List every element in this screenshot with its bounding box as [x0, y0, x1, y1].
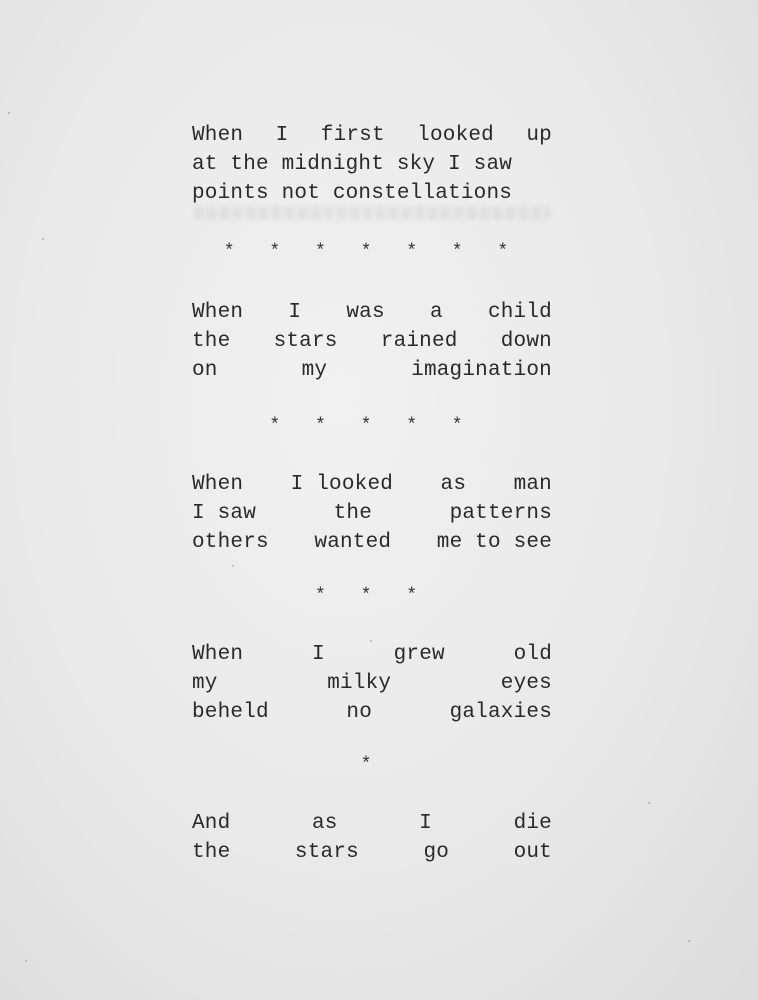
poem-word: die — [513, 812, 552, 835]
poem-word: patterns — [449, 502, 552, 525]
poem-word: others — [192, 531, 269, 554]
separator-3: * * * — [314, 586, 429, 606]
poem-word: me to see — [436, 531, 552, 554]
poem-line — [192, 528, 552, 557]
poem-word: man — [513, 473, 552, 496]
poem-line — [192, 327, 552, 356]
poem-word: out — [513, 841, 552, 864]
poem-line — [192, 179, 552, 208]
poem-line — [192, 698, 552, 727]
poem-line — [192, 499, 552, 528]
paper-speck — [688, 940, 690, 942]
poem-word: go — [423, 841, 450, 864]
poem-word: the — [192, 330, 231, 353]
poem-word: I — [288, 301, 302, 324]
paper-speck — [8, 112, 10, 114]
poem-word: I looked — [290, 473, 394, 496]
poem-word: was — [346, 301, 385, 324]
poem-word: stars — [273, 330, 338, 353]
stanza-5 — [192, 809, 552, 867]
poem-line — [192, 150, 552, 179]
poem-word: stars — [294, 841, 359, 864]
poem-line — [192, 121, 552, 150]
poem-word: looked — [417, 124, 494, 147]
paper-speck — [370, 640, 372, 642]
poem-word: points not constellations — [192, 182, 513, 205]
poem-word: rained — [380, 330, 458, 353]
poem-line — [192, 470, 552, 499]
poem-word: milky — [327, 672, 392, 695]
poem-line — [192, 809, 552, 838]
poem-word: galaxies — [449, 701, 552, 724]
poem-word: child — [487, 301, 552, 324]
poem-word: up — [526, 124, 552, 147]
poem-word: down — [500, 330, 552, 353]
poem-word: beheld — [192, 701, 269, 724]
paper-speck — [42, 238, 44, 240]
poem-word: a — [429, 301, 443, 324]
poem-word: I — [312, 643, 325, 666]
separator-1: * * * * * * * — [223, 242, 521, 262]
poem-word: the — [333, 502, 372, 525]
poem-word: I — [275, 124, 289, 147]
stanza-2 — [192, 298, 552, 385]
paper-speck — [232, 565, 234, 567]
stanza-3 — [192, 470, 552, 557]
poem-word: I — [419, 812, 432, 835]
poem-word: at the midnight sky I saw — [192, 153, 513, 176]
poem-word: old — [513, 643, 552, 666]
separator-4: * — [360, 755, 384, 775]
poem-word: grew — [393, 643, 445, 666]
poem-word: my — [192, 672, 218, 695]
stanza-4 — [192, 640, 552, 727]
stanza-1 — [192, 121, 552, 208]
poem-word: wanted — [314, 531, 392, 554]
poem-word: When — [192, 643, 244, 666]
poem-word: And — [192, 812, 231, 835]
poem-word: When — [192, 124, 244, 147]
poem-word: on — [192, 359, 218, 382]
faded-ink-smudge — [194, 206, 550, 220]
poem-word: the — [192, 841, 231, 864]
poem-word: When — [192, 473, 244, 496]
poem-line — [192, 669, 552, 698]
poem-word: When — [192, 301, 244, 324]
poem-word: I saw — [192, 502, 257, 525]
poem-line — [192, 640, 552, 669]
poem-line — [192, 298, 552, 327]
separator-2: * * * * * — [269, 416, 475, 436]
poem-word: first — [320, 124, 385, 147]
poem-line — [192, 356, 552, 385]
poem-word: eyes — [500, 672, 552, 695]
paper-speck — [25, 960, 27, 962]
poem-word: my — [301, 359, 328, 382]
paper-speck — [648, 802, 650, 804]
poem-word: no — [346, 701, 372, 724]
poem-word: as — [440, 473, 467, 496]
poem-word: imagination — [411, 359, 552, 382]
poem-line — [192, 838, 552, 867]
poem-word: as — [311, 812, 338, 835]
